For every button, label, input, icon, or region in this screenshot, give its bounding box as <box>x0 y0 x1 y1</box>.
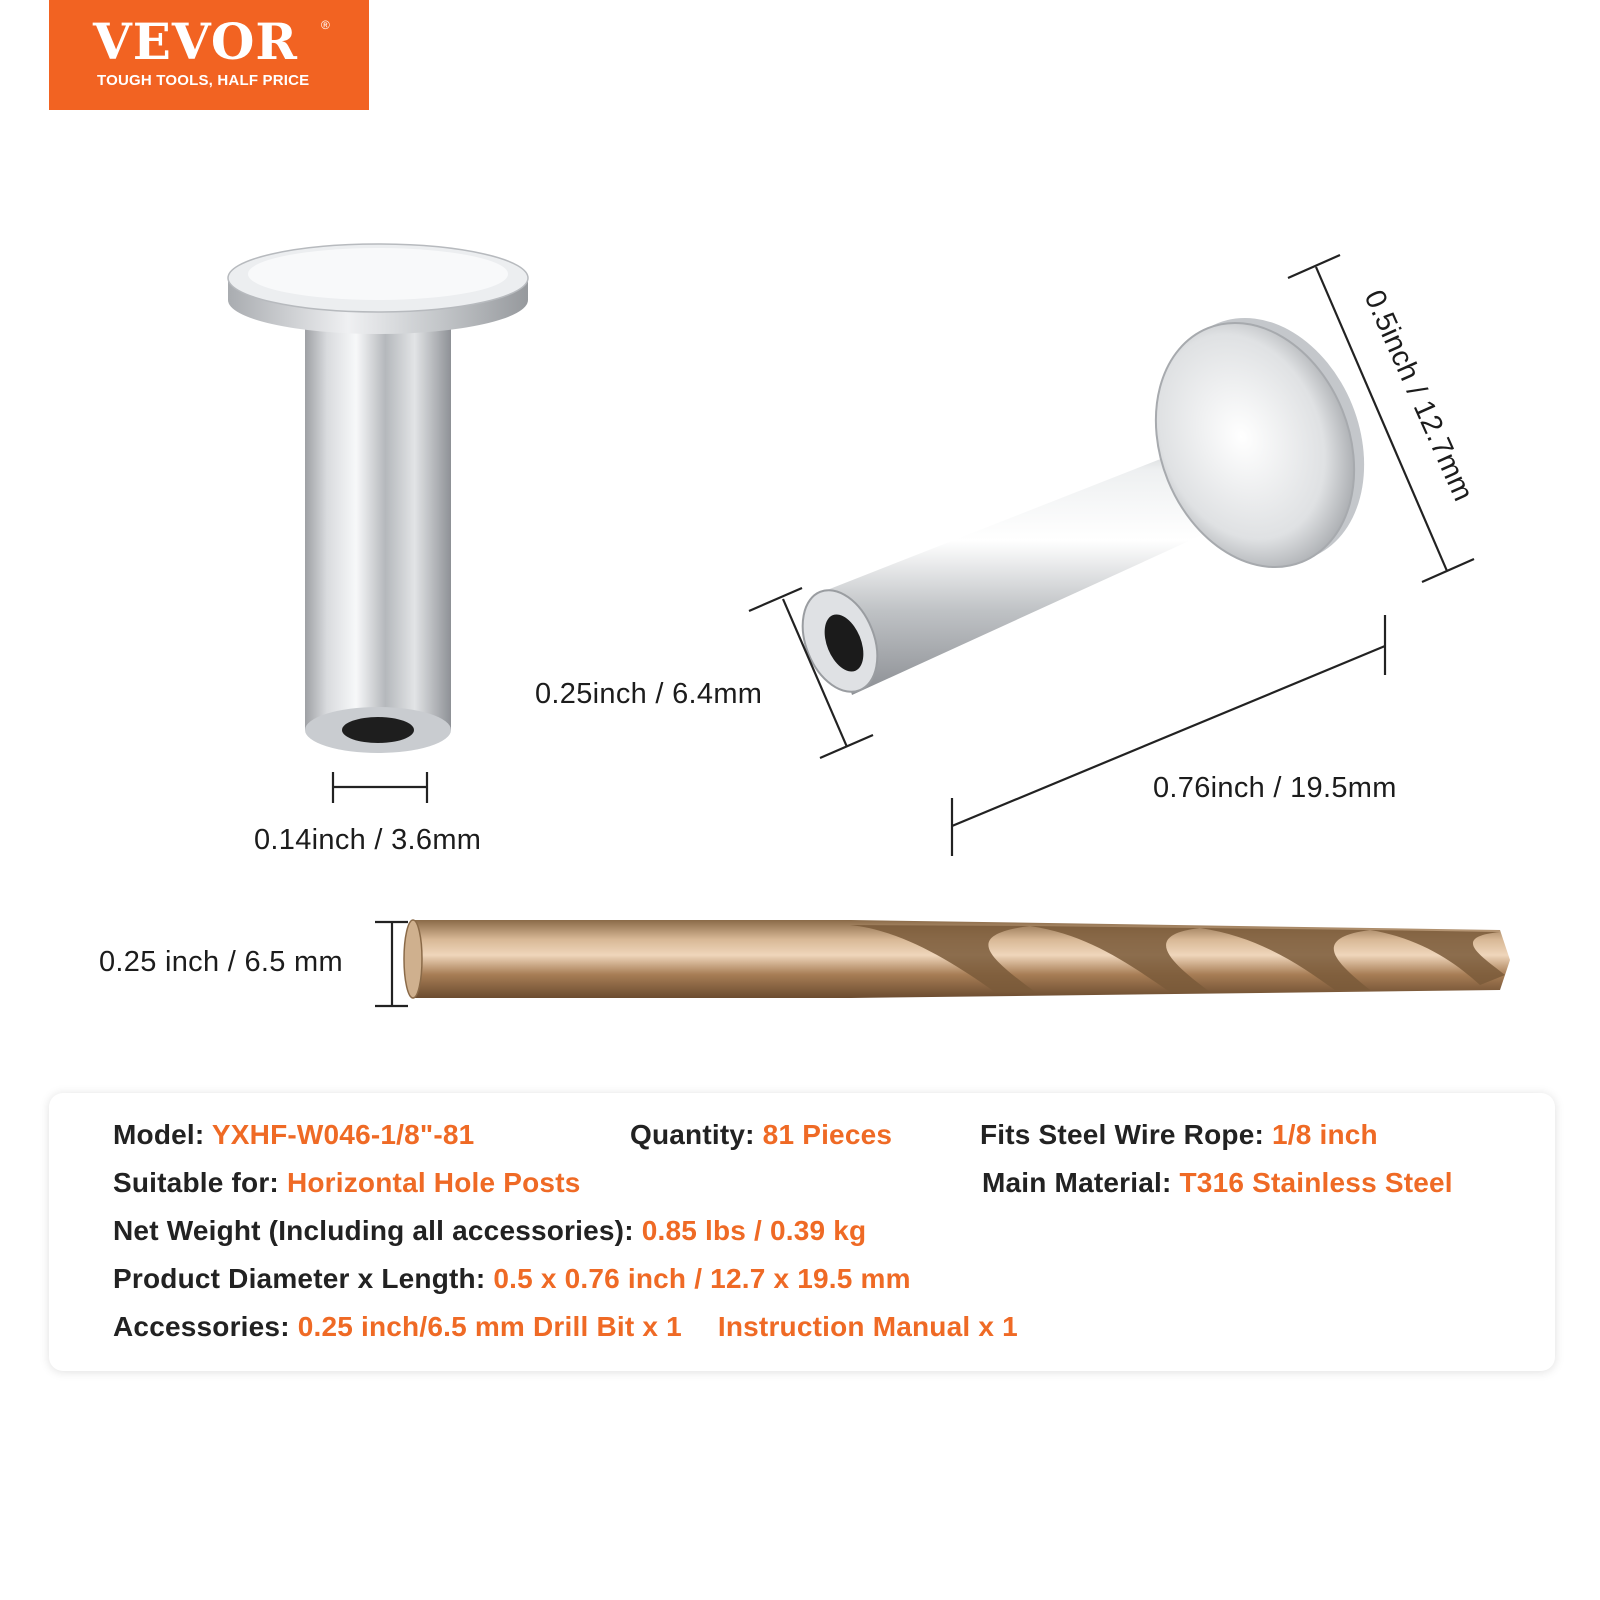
drill-bit <box>404 920 1510 998</box>
spec-accessories-value-2: Instruction Manual x 1 <box>717 1311 1018 1342</box>
right-sleeve <box>789 288 1400 703</box>
left-sleeve <box>228 244 528 753</box>
registered-mark: ® <box>321 18 330 32</box>
spec-material <box>982 1167 1453 1199</box>
spec-quantity <box>630 1119 892 1151</box>
spec-suitable <box>113 1167 581 1199</box>
spec-model-value: YXHF-W046-1/8"-81 <box>211 1119 475 1150</box>
spec-size-label: Product Diameter x Length: <box>113 1263 486 1294</box>
spec-size-value: 0.5 x 0.76 inch / 12.7 x 19.5 mm <box>493 1263 911 1294</box>
spec-quantity-value: 81 Pieces <box>762 1119 893 1150</box>
spec-accessories-label: Accessories: <box>113 1311 290 1342</box>
spec-accessories <box>113 1311 1018 1343</box>
length-label: 0.76inch / 19.5mm <box>1153 772 1397 804</box>
head-diameter-label: 0.5inch / 12.7mm <box>1357 285 1480 507</box>
spec-rope <box>980 1119 1378 1151</box>
spec-quantity-label: Quantity: <box>630 1119 755 1150</box>
spec-material-value: T316 Stainless Steel <box>1179 1167 1453 1198</box>
spec-suitable-label: Suitable for: <box>113 1167 279 1198</box>
spec-model <box>113 1119 474 1151</box>
spec-material-label: Main Material: <box>982 1167 1172 1198</box>
spec-weight <box>113 1215 866 1247</box>
hole-width-label: 0.14inch / 3.6mm <box>254 824 482 856</box>
brand-tagline: TOUGH TOOLS, HALF PRICE <box>97 72 310 89</box>
spec-weight-value: 0.85 lbs / 0.39 kg <box>641 1215 867 1246</box>
spec-accessories-value-1: 0.25 inch/6.5 mm Drill Bit x 1 <box>297 1311 682 1342</box>
spec-size <box>113 1263 911 1295</box>
drill-diameter-label: 0.25 inch / 6.5 mm <box>99 946 343 978</box>
spec-rope-label: Fits Steel Wire Rope: <box>980 1119 1264 1150</box>
spec-weight-label: Net Weight (Including all accessories): <box>113 1215 634 1246</box>
spec-rope-value: 1/8 inch <box>1271 1119 1378 1150</box>
tube-diameter-label: 0.25inch / 6.4mm <box>535 678 763 710</box>
spec-model-label: Model: <box>113 1119 205 1150</box>
spec-card <box>49 1093 1555 1371</box>
spec-suitable-value: Horizontal Hole Posts <box>286 1167 581 1198</box>
brand-name: VEVOR <box>93 12 298 71</box>
